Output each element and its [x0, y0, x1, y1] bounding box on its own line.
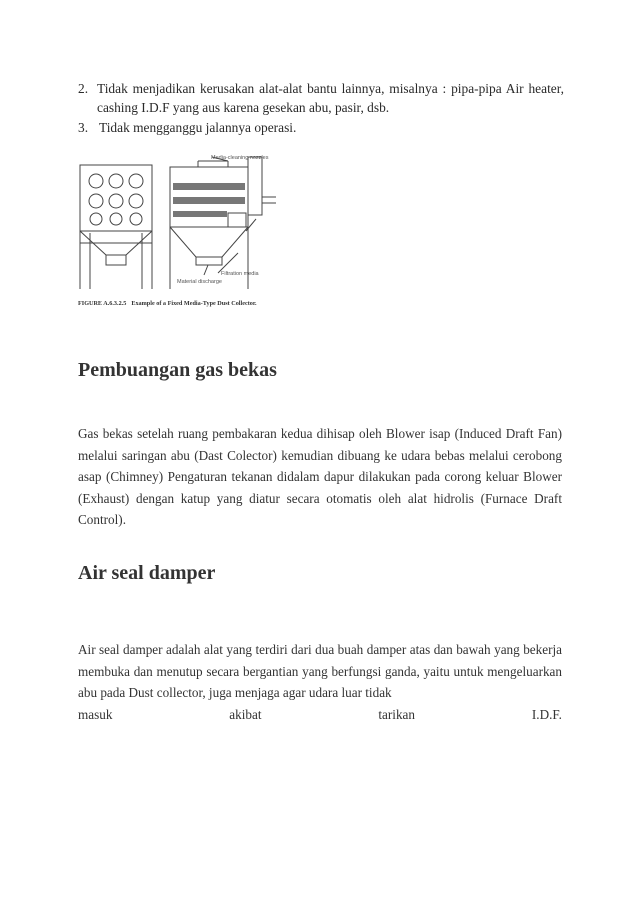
dust-collector-diagram [78, 153, 288, 298]
list-text: Tidak mengganggu jalannya operasi. [99, 120, 297, 135]
word: akibat [229, 706, 262, 722]
word: masuk [78, 706, 113, 722]
paragraph-body: Air seal damper adalah alat yang terdiri dari dua buah damper atas dan bawah yang bekerja membuka dan menutup secara bergantian yang berfungsi ganda, yaitu untuk mengeluarkan abu pada Dust collector, juga menjaga agar udara luar tidak [78, 642, 562, 700]
section-heading: Pembuangan gas bekas [78, 359, 277, 381]
caption-label: FIGURE A.6.3.2.5 [78, 300, 127, 307]
list-number: 2. [78, 81, 89, 96]
numbered-list [78, 79, 564, 137]
section-heading: Air seal damper [78, 562, 216, 584]
label-discharge: Material discharge [177, 279, 222, 285]
label-nozzles: Media-cleaning nozzles [211, 155, 269, 161]
figure-caption [78, 300, 288, 307]
caption-text: Example of a Fixed Media-Type Dust Collector. [131, 300, 257, 307]
list-item [78, 118, 564, 137]
paragraph-last-line [78, 704, 562, 726]
dust-collector-figure [78, 153, 288, 321]
list-number: 3. [78, 120, 89, 135]
list-item [78, 79, 564, 117]
list-text: Tidak menjadikan kerusakan alat-alat bantu lainnya, misalnya : pipa-pipa Air heater, cashing I.D.F yang aus karena gesekan abu, pasir, dsb. [97, 81, 564, 115]
word: tarikan [378, 706, 416, 722]
label-filtration: Filtration media [221, 271, 259, 277]
section-paragraph [78, 639, 562, 725]
word: I.D.F. [531, 706, 562, 722]
section-paragraph: Gas bekas setelah ruang pembakaran kedua dihisap oleh Blower isap (Induced Draft Fan) melalui saringan abu (Dast Colector) kemudian dibuang ke udara bebas melalui cerobong asap (Chimney) Pengaturan tekanan didalam dapur dilakukan pada corong keluar Blower (Exhaust) dengan katup yang diatur secara otomatis oleh alat hidrolis (Furnace Draft Control). [78, 426, 562, 527]
